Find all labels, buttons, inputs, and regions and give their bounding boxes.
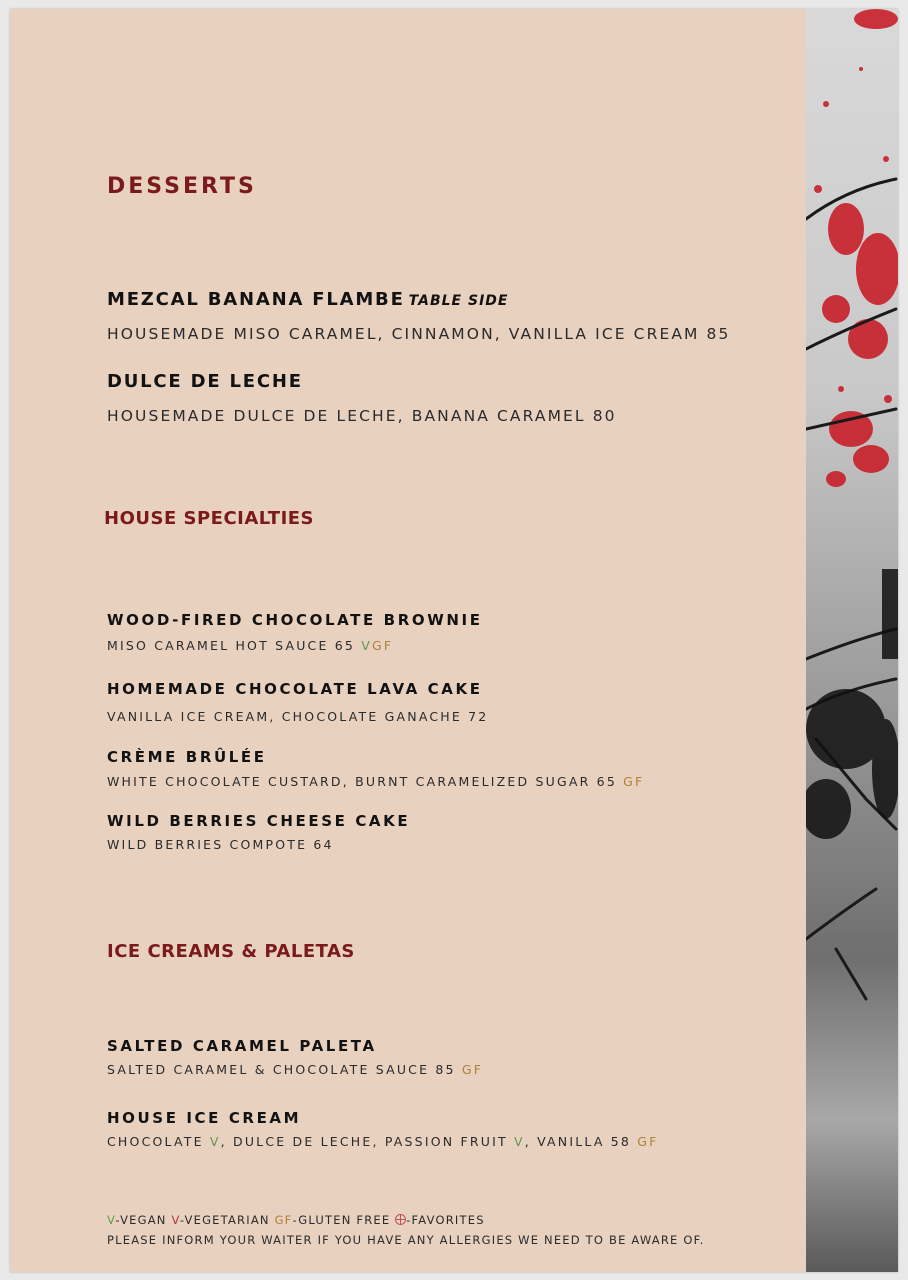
tree-illustration — [806, 9, 898, 1272]
item-desc-creme-brulee: WHITE CHOCOLATE CUSTARD, BURNT CARAMELIZED SUGAR 65 GF — [107, 774, 645, 789]
gluten-free-mark: GF — [623, 774, 645, 789]
menu-page — [10, 9, 898, 1272]
item-name-brownie: WOOD-FIRED CHOCOLATE BROWNIE — [107, 611, 483, 629]
item-name-lava-cake: HOMEMADE CHOCOLATE LAVA CAKE — [107, 680, 483, 698]
vegetarian-legend-mark: V — [171, 1213, 180, 1227]
gluten-free-mark: GF — [637, 1134, 659, 1149]
section-title-house-specialties: HOUSE SPECIALTIES — [104, 508, 315, 529]
item-desc-dulce-de-leche: HOUSEMADE DULCE DE LECHE, BANANA CARAMEL 80 — [107, 407, 617, 425]
section-title-ice-creams: ICE CREAMS & PALETAS — [107, 941, 355, 962]
section-title-desserts: DESSERTS — [107, 174, 257, 199]
gluten-free-mark: GF — [372, 638, 394, 653]
item-desc-salted-caramel-paleta: SALTED CARAMEL & CHOCOLATE SAUCE 85 GF — [107, 1062, 484, 1077]
item-name-house-ice-cream: HOUSE ICE CREAM — [107, 1109, 302, 1127]
item-desc-lava-cake: VANILLA ICE CREAM, CHOCOLATE GANACHE 72 — [107, 709, 489, 724]
item-name-cheese-cake: WILD BERRIES CHEESE CAKE — [107, 812, 411, 830]
vegan-mark: V — [209, 1134, 221, 1149]
gluten-free-mark: GF — [461, 1062, 484, 1077]
item-desc-house-ice-cream: CHOCOLATE V, DULCE DE LECHE, PASSION FRUIT V, VANILLA 58 GF — [107, 1134, 659, 1149]
item-name-dulce-de-leche: DULCE DE LECHE — [107, 371, 303, 392]
dietary-legend: V-VEGAN V-VEGETARIAN GF-GLUTEN FREE -FAVORITES — [107, 1213, 485, 1227]
vegan-mark: V — [513, 1134, 525, 1149]
allergy-note: PLEASE INFORM YOUR WAITER IF YOU HAVE ANY ALLERGIES WE NEED TO BE AWARE OF. — [107, 1233, 705, 1247]
vegan-legend-mark: V — [107, 1213, 116, 1227]
decorative-tree-artwork — [806, 9, 898, 1272]
item-name-mezcal-banana-flambe: MEZCAL BANANA FLAMBE TABLE SIDE — [107, 289, 509, 310]
favorites-icon — [395, 1214, 406, 1225]
item-name-salted-caramel-paleta: SALTED CARAMEL PALETA — [107, 1037, 377, 1055]
item-desc-brownie: MISO CARAMEL HOT SAUCE 65 VGF — [107, 638, 394, 653]
vegetarian-mark: V — [361, 638, 373, 653]
table-side-tag: TABLE SIDE — [408, 293, 509, 309]
item-desc-mezcal-banana-flambe: HOUSEMADE MISO CARAMEL, CINNAMON, VANILLA ICE CREAM 85 — [107, 325, 731, 343]
item-name-creme-brulee: CRÈME BRÛLÉE — [107, 748, 267, 766]
item-desc-cheese-cake: WILD BERRIES COMPOTE 64 — [107, 837, 334, 852]
gluten-free-legend-mark: GF — [274, 1213, 293, 1227]
